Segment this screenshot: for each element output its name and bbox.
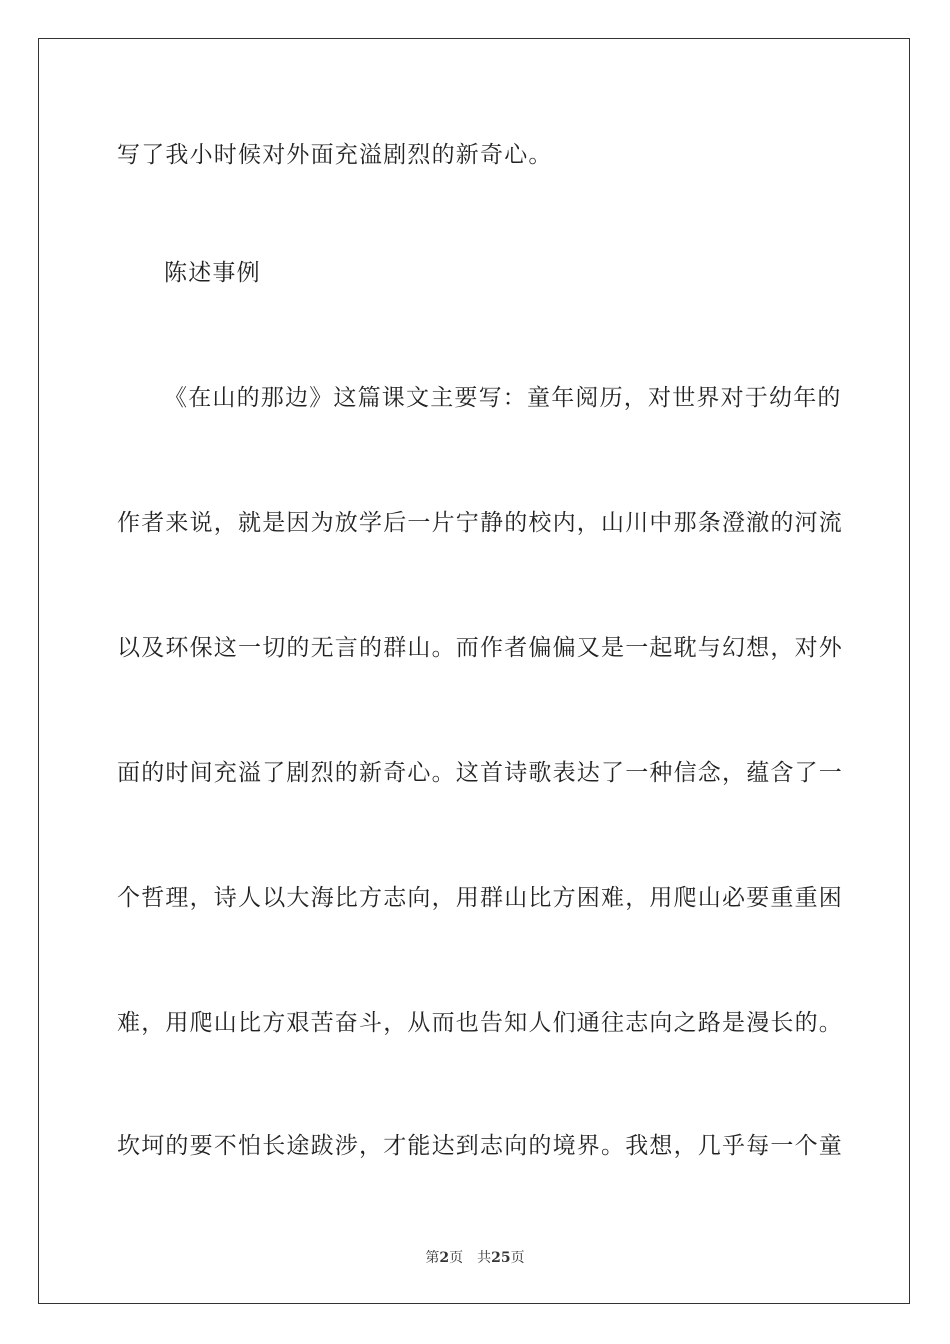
text-line-7: 个哲理，诗人以大海比方志向，用群山比方困难，用爬山必要重重困 [117,885,843,911]
text-line-5: 以及环保这一切的无言的群山。而作者偏偏又是一起耽与幻想，对外 [117,635,843,661]
text-line-1: 写了我小时候对外面充溢剧烈的新奇心。 [117,142,553,168]
text-line-4: 作者来说，就是因为放学后一片宁静的校内，山川中那条澄澈的河流 [117,510,843,536]
footer-total-unit: 页 [510,1250,525,1266]
section-heading: 陈述事例 [164,260,261,286]
footer-page-prefix: 第 [425,1250,440,1266]
page-border [38,38,910,1304]
text-line-9: 坎坷的要不怕长途跋涉，才能达到志向的境界。我想，几乎每一个童 [117,1133,843,1159]
footer-page-unit: 页 [449,1250,464,1266]
footer-page-total: 25 [491,1250,511,1266]
text-line-3: 《在山的那边》这篇课文主要写：童年阅历，对世界对于幼年的 [164,385,842,411]
text-line-8: 难，用爬山比方艰苦奋斗，从而也告知人们通往志向之路是漫长的。 [117,1010,843,1036]
footer-total-prefix: 共 [477,1250,492,1266]
footer-page-current: 2 [439,1250,450,1266]
text-line-6: 面的时间充溢了剧烈的新奇心。这首诗歌表达了一种信念，蕴含了一 [117,760,843,786]
page-footer [0,1247,950,1267]
